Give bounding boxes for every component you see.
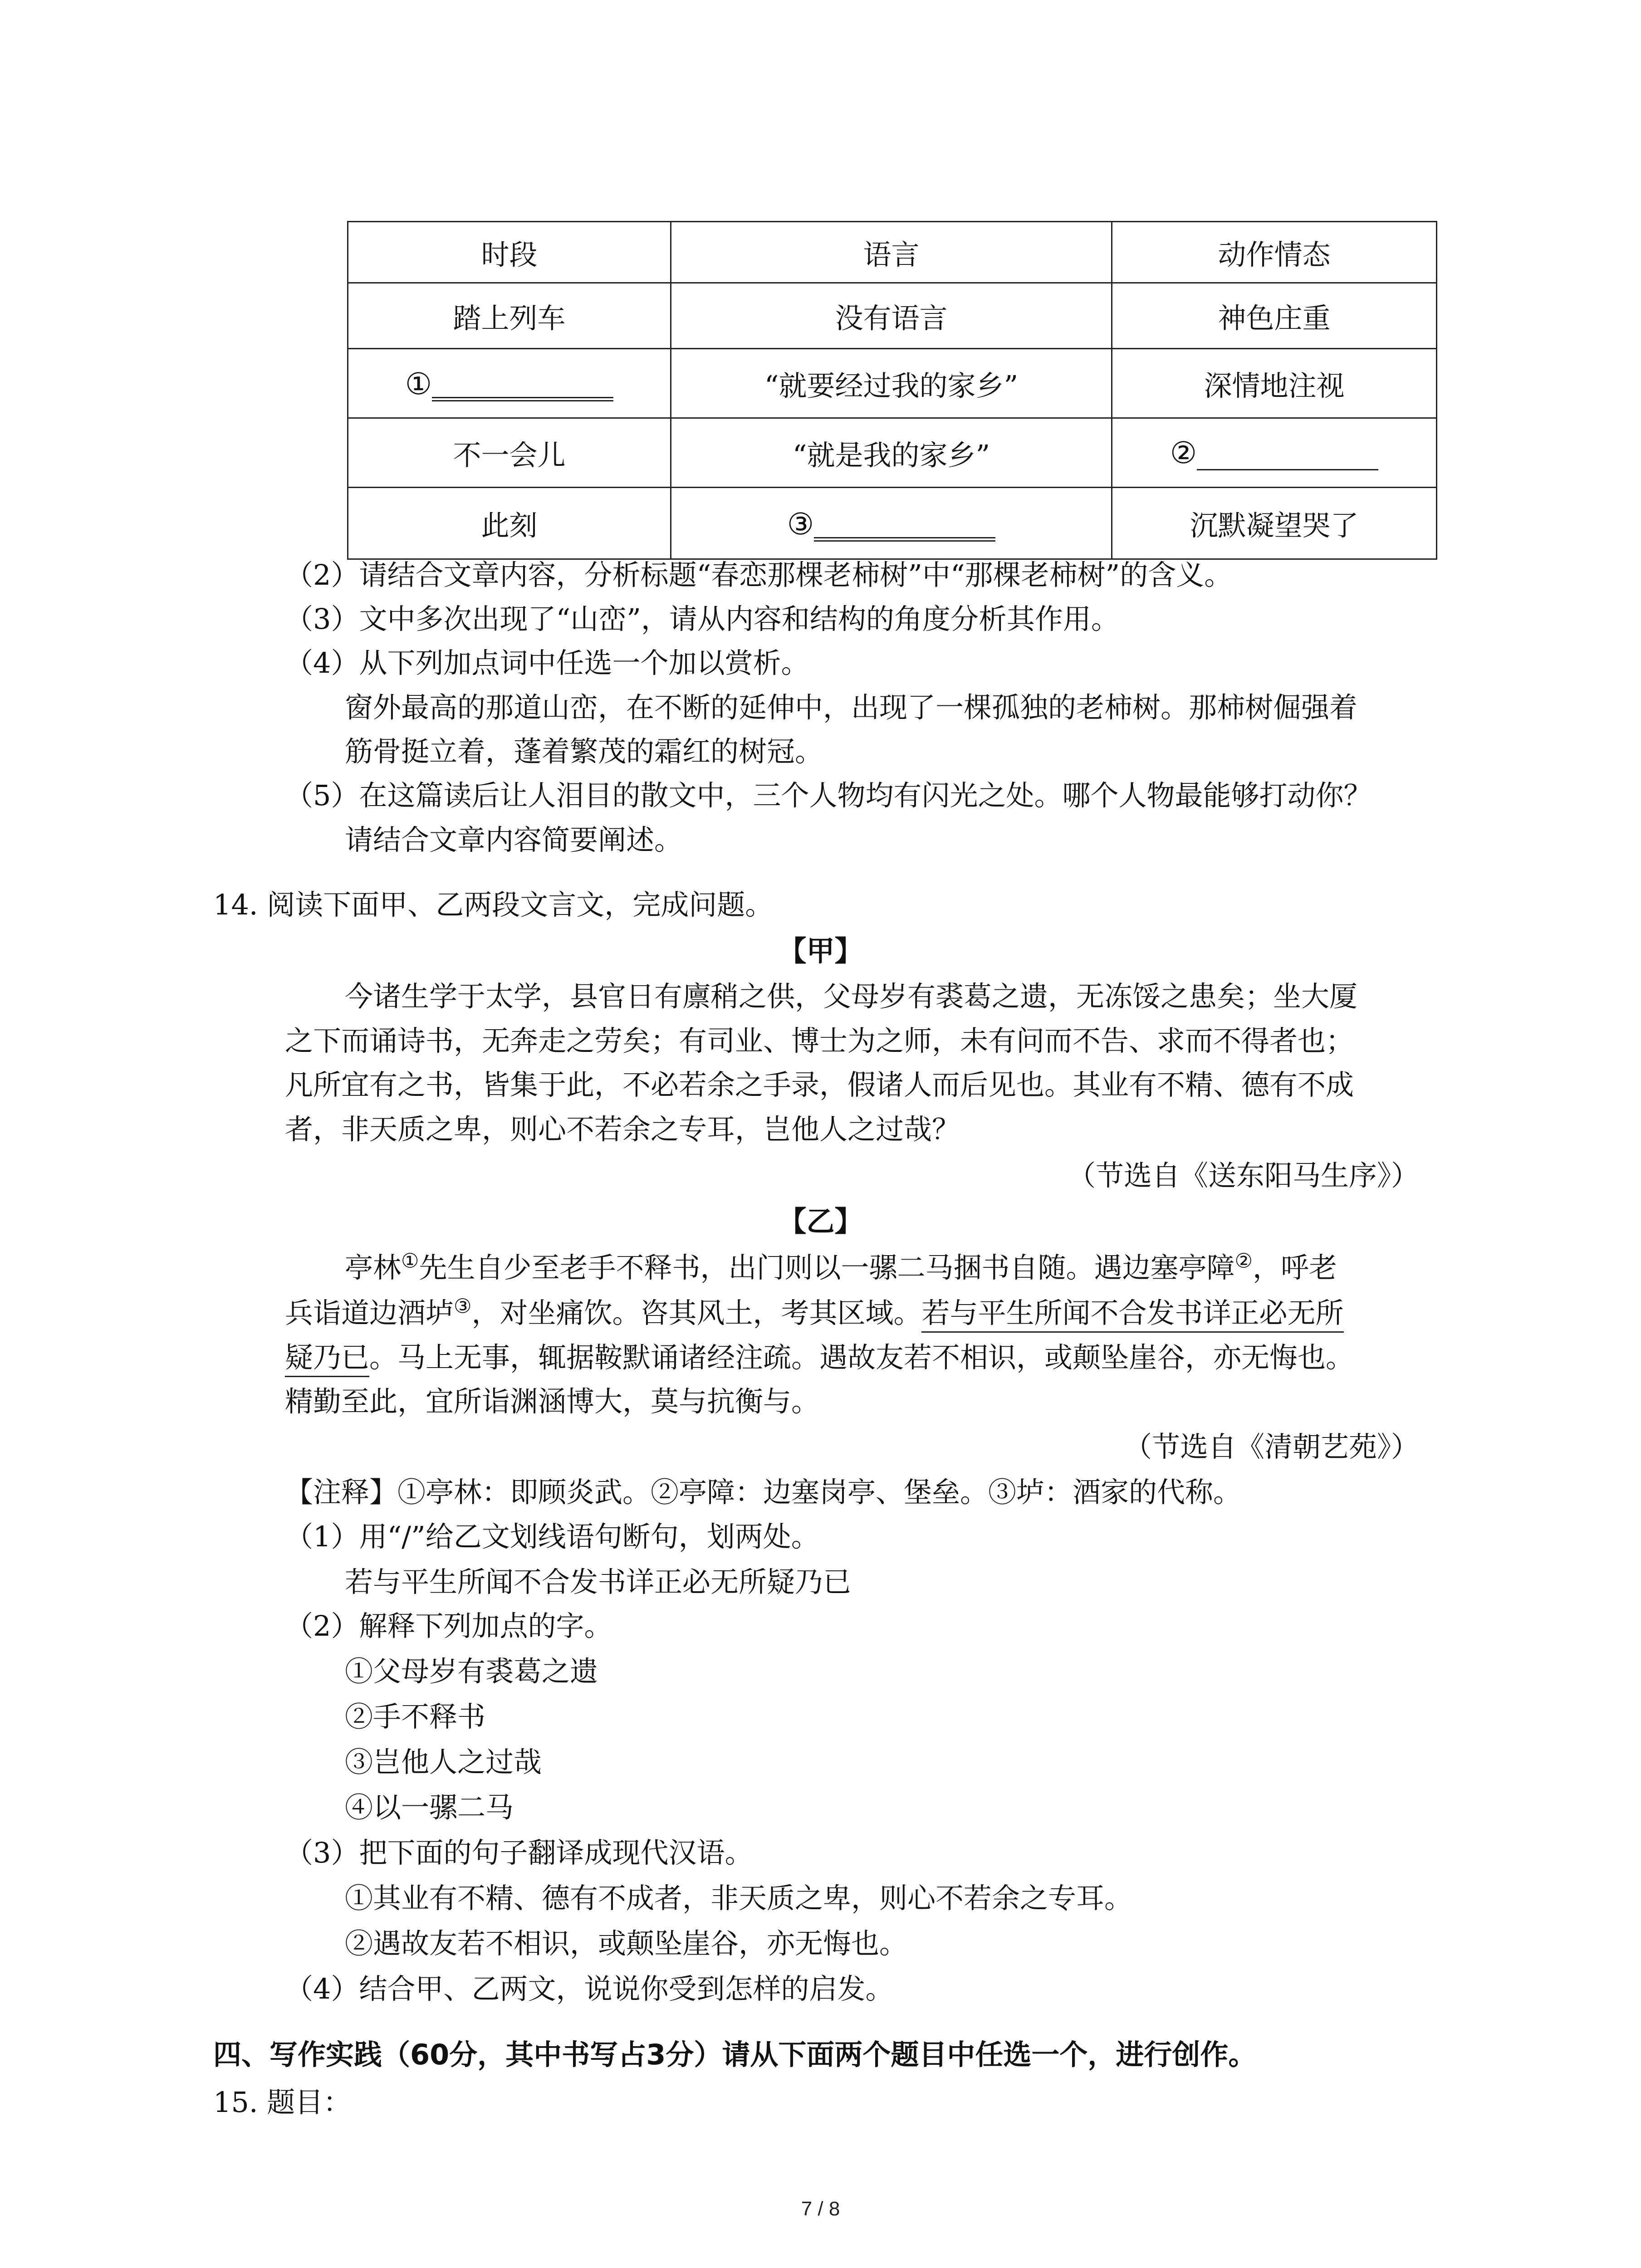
passage-yi-title: 【乙】 xyxy=(778,1205,863,1238)
passage-source: （节选自《清朝艺苑》） xyxy=(1123,1430,1419,1463)
table-cell-blank-1[interactable] xyxy=(348,349,671,418)
table-row xyxy=(348,349,1437,418)
passage-text: 亭林 xyxy=(345,1251,402,1284)
q14-sub1-text: 若与平生所闻不合发书详正必无所疑乃已 xyxy=(345,1565,852,1598)
q14-sub1: （1）用“/”给乙文划线语句断句，划两处。 xyxy=(285,1520,819,1553)
q14-sub2-item: ①父母岁有裘葛之遗 xyxy=(345,1655,598,1688)
table-header-row xyxy=(348,222,1437,283)
passage-text: ，对坐痛饮。咨其风土，考其区域。 xyxy=(471,1296,922,1330)
underlined-sentence: 疑乃已 xyxy=(285,1341,369,1377)
underlined-sentence: 若与平生所闻不合发书详正必无所 xyxy=(921,1296,1343,1333)
q13-part5-cont: 请结合文章内容简要阐述。 xyxy=(345,823,683,856)
table-row xyxy=(348,418,1437,488)
q14-sub2-item: ③岂他人之过哉 xyxy=(345,1745,542,1779)
passage-text: 兵诣道边酒垆 xyxy=(285,1296,454,1330)
table-row xyxy=(348,283,1437,349)
table-cell: 不一会儿 xyxy=(348,418,671,488)
q15-title: 15. 题目： xyxy=(213,2086,352,2119)
q13-part4: （4）从下列加点词中任选一个加以赏析。 xyxy=(285,646,809,679)
table-cell: 踏上列车 xyxy=(348,283,671,349)
blank-number: ① xyxy=(405,367,432,401)
passage-jia-title: 【甲】 xyxy=(778,934,863,968)
passage-source: （节选自《送东阳马生序》） xyxy=(1067,1159,1419,1192)
q13-part2: （2）请结合文章内容，分析标题“春恋那棵老柿树”中“那棵老柿树”的含义。 xyxy=(285,558,1233,591)
blank-number: ③ xyxy=(787,506,814,542)
passage-text: ，呼老 xyxy=(1252,1251,1337,1284)
passage-text: 。马上无事，辄据鞍默诵诸经注疏。遇故友若不相识，或颠坠崖谷，亦无悔也。 xyxy=(369,1341,1354,1374)
q14-sub2: （2）解释下列加点的字。 xyxy=(285,1609,612,1642)
answer-table xyxy=(347,221,1437,560)
passage-line: 者，非天质之卑，则心不若余之专耳，岂他人之过哉？ xyxy=(285,1113,960,1146)
passage-line xyxy=(345,1250,1337,1286)
blank-number: ② xyxy=(1170,435,1197,470)
passage-line: 精勤至此，宜所诣渊涵博大，莫与抗衡与。 xyxy=(285,1385,820,1418)
footnote-marker: ② xyxy=(1234,1249,1253,1273)
table-cell-blank-3[interactable] xyxy=(671,488,1112,559)
table-header-cell: 动作情态 xyxy=(1112,222,1437,283)
section-heading: 四、写作实践（60分，其中书写占3分）请从下面两个题目中任选一个，进行创作。 xyxy=(213,2038,1257,2071)
q14-intro: 14. 阅读下面甲、乙两段文言文，完成问题。 xyxy=(213,888,774,921)
annotation-note: 【注释】①亭林：即顾炎武。②亭障：边塞岗亭、堡垒。③垆：酒家的代称。 xyxy=(285,1476,1242,1509)
q14-sub3-item: ①其业有不精、德有不成者，非天质之卑，则心不若余之专耳。 xyxy=(345,1882,1133,1915)
table-cell-blank-2[interactable] xyxy=(1112,418,1437,488)
table-header-cell: 语言 xyxy=(671,222,1112,283)
table-cell: 深情地注视 xyxy=(1112,349,1437,418)
footnote-marker: ① xyxy=(401,1249,419,1273)
q13-quote-line: 筋骨挺立着，蓬着繁茂的霜红的树冠。 xyxy=(345,735,823,768)
answer-blank[interactable] xyxy=(432,365,613,401)
q13-part5: （5）在这篇读后让人泪目的散文中，三个人物均有闪光之处。哪个人物最能够打动你？ xyxy=(285,779,1372,812)
passage-line: 凡所宜有之书，皆集于此，不必若余之手录，假诸人而后见也。其业有不精、德有不成 xyxy=(285,1068,1354,1101)
table-header-cell: 时段 xyxy=(348,222,671,283)
q14-sub4: （4）结合甲、乙两文，说说你受到怎样的启发。 xyxy=(285,1972,894,2005)
table-cell: 此刻 xyxy=(348,488,671,559)
q14-sub3-item: ②遇故友若不相识，或颠坠崖谷，亦无悔也。 xyxy=(345,1927,908,1960)
passage-line xyxy=(285,1339,1354,1376)
passage-text: 先生自少至老手不释书，出门则以一骡二马捆书自随。遇边塞亭障 xyxy=(419,1251,1235,1284)
passage-line xyxy=(285,1295,1344,1331)
q14-sub2-item: ②手不释书 xyxy=(345,1700,486,1733)
q14-sub3: （3）把下面的句子翻译成现代汉语。 xyxy=(285,1836,753,1869)
q14-sub2-item: ④以一骡二马 xyxy=(345,1791,514,1824)
passage-line: 今诸生学于太学，县官日有廪稍之供，父母岁有裘葛之遗，无冻馁之患矣；坐大厦 xyxy=(345,980,1358,1013)
answer-blank[interactable] xyxy=(1197,437,1378,470)
answer-blank[interactable] xyxy=(814,505,995,542)
table-cell: “就要经过我的家乡” xyxy=(671,349,1112,418)
q13-quote-line: 窗外最高的那道山峦，在不断的延伸中，出现了一棵孤独的老柿树。那柿树倔强着 xyxy=(345,691,1358,724)
q13-part3: （3）文中多次出现了“山峦”，请从内容和结构的角度分析其作用。 xyxy=(285,602,1119,635)
table-cell: 沉默凝望哭了 xyxy=(1112,488,1437,559)
table-row xyxy=(348,488,1437,559)
page-number: 7 / 8 xyxy=(801,2198,840,2220)
passage-line: 之下而诵诗书，无奔走之劳矣；有司业、博士为之师，未有问而不告、求而不得者也； xyxy=(285,1024,1354,1057)
table-cell: 神色庄重 xyxy=(1112,283,1437,349)
footnote-marker: ③ xyxy=(454,1295,472,1318)
table-cell: “就是我的家乡” xyxy=(671,418,1112,488)
table-cell: 没有语言 xyxy=(671,283,1112,349)
